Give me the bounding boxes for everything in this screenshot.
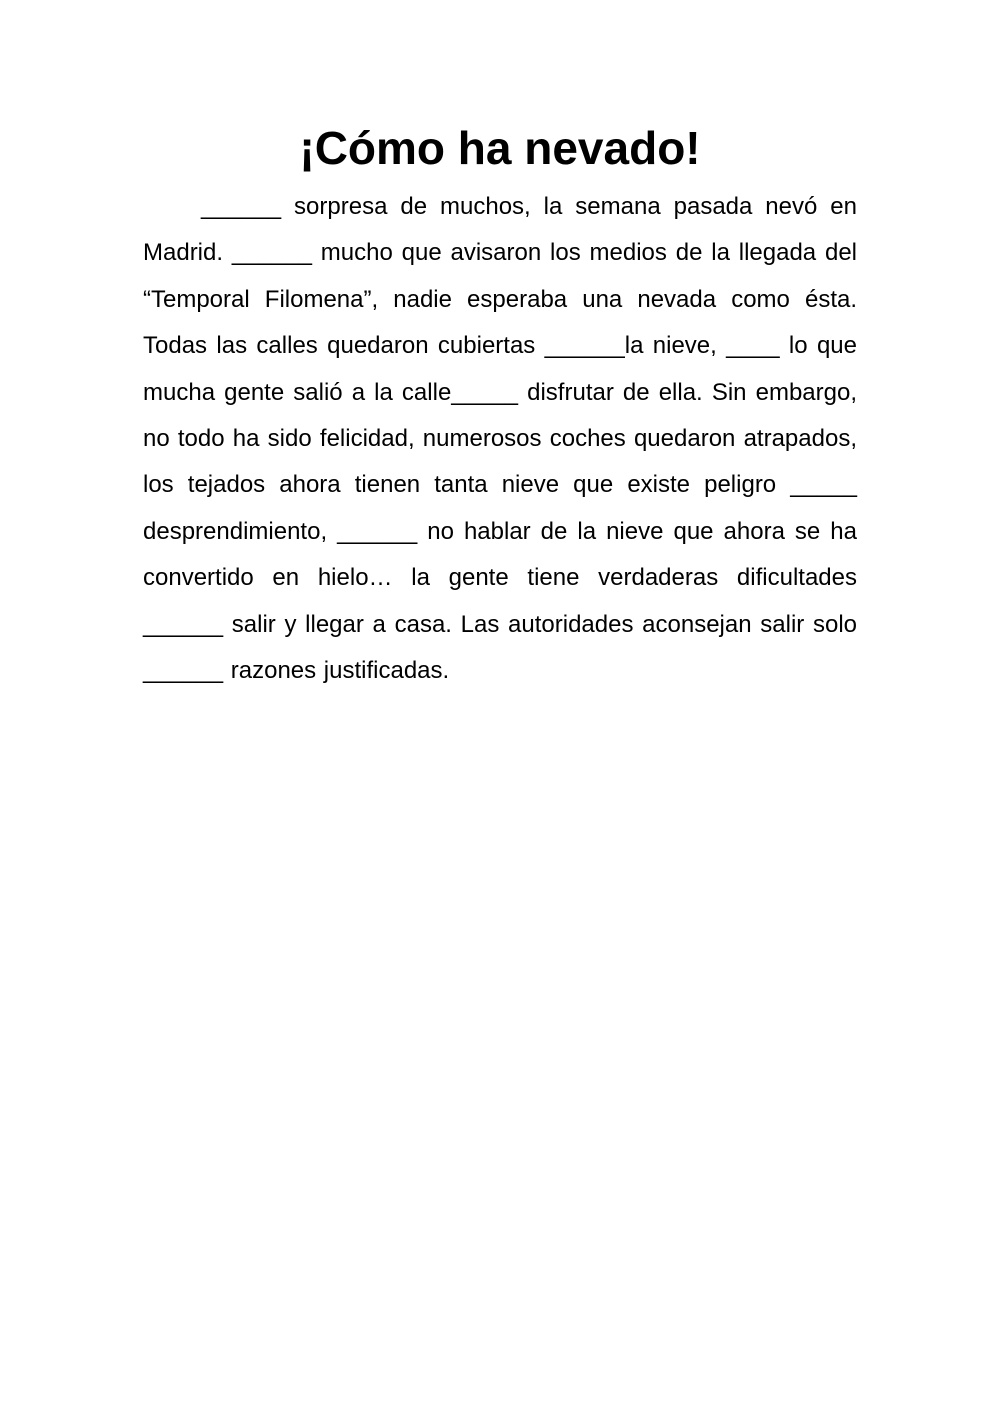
cloze-paragraph: ______ sorpresa de muchos, la semana pasada nevó en Madrid. ______ mucho que avisaron los medios de la llegada del “Temporal Filomena”, nadie esperaba una nevada como ésta. Todas las calles quedaron cubiertas ______la nieve, ____ lo que mucha gente salió a la calle_____ disfrutar de ella. Sin embargo, no todo ha sido felicidad, numerosos coches quedaron atrapados, los tejados ahora tienen tanta nieve que existe peligro _____ desprendimiento, ______ no hablar de la nieve que ahora se ha convertido en hielo… la gente tiene verdaderas dificultades ______ salir y llegar a casa. Las autoridades aconsejan salir solo ______ razones justificadas.	[143, 193, 857, 685]
page-title: ¡Cómo ha nevado!	[299, 122, 701, 174]
